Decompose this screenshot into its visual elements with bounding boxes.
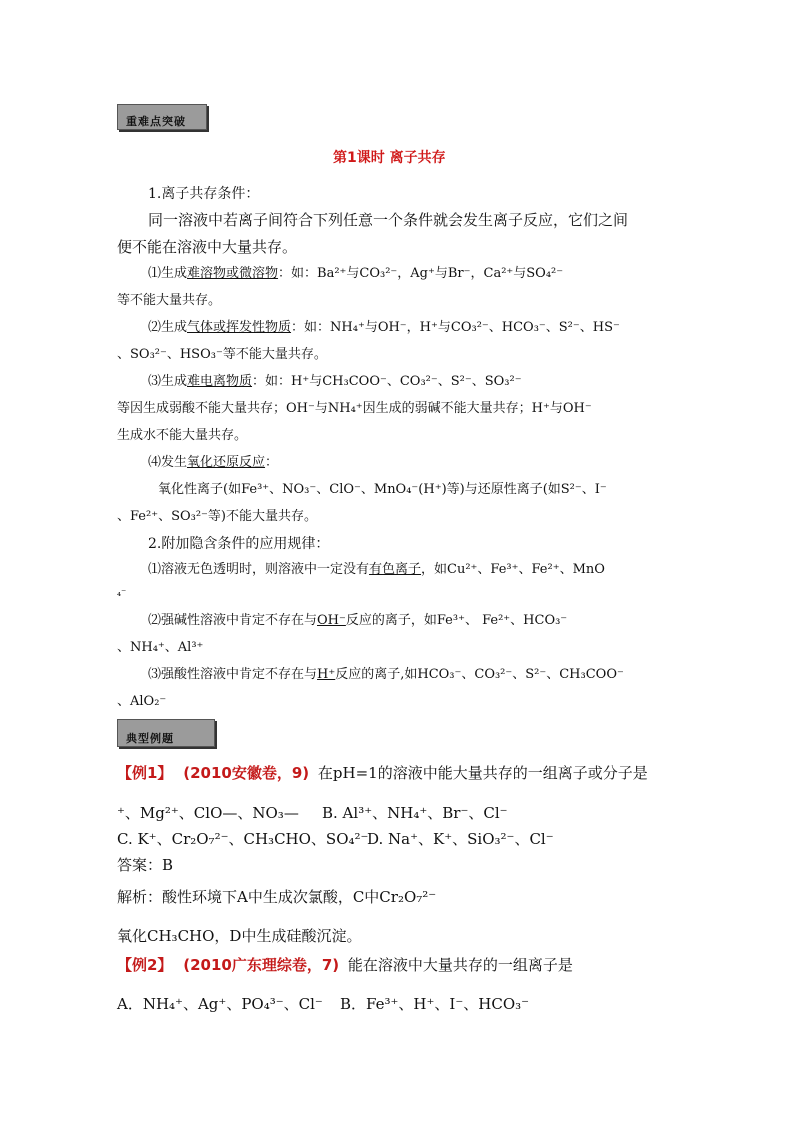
- condition-2-examples: ：如：NH₄⁺与OH⁻，H⁺与CO₃²⁻、HCO₃⁻、S²⁻、HS⁻: [291, 320, 620, 335]
- rule-3: [148, 668, 624, 681]
- condition-3-line2: 等因生成弱酸不能大量共存；OH⁻与NH₄⁺因生成的弱碱不能大量共存；H⁺与OH⁻: [117, 401, 592, 416]
- condition-1-prefix: ⑴生成: [148, 266, 188, 281]
- example-1-text: 在pH=1的溶液中能大量共存的一组离子或分子是: [317, 764, 648, 782]
- condition-4: [148, 456, 278, 469]
- example-2-source: (2010广东理综卷，7): [183, 956, 340, 974]
- condition-2-line2: 、SO₃²⁻、HSO₃⁻等不能大量共存。: [117, 347, 327, 362]
- section-header-examples: [117, 719, 215, 747]
- rule-3-examples: 反应的离子,如HCO₃⁻、CO₃²⁻、S²⁻、CH₃COO⁻: [335, 667, 624, 682]
- condition-4-colon: ：: [265, 455, 279, 470]
- condition-1: [148, 267, 563, 280]
- rule-2-examples: 反应的离子，如Fe³⁺、 Fe²⁺、HCO₃⁻: [345, 613, 568, 628]
- section-header-key-points: [117, 104, 207, 130]
- example-1-source: (2010安徽卷，9): [183, 764, 310, 782]
- example-2-option-a: A．NH₄⁺、Ag⁺、PO₄³⁻、Cl⁻: [117, 995, 323, 1013]
- example-1-analysis-line2: 氧化CH₃CHO，D中生成硅酸沉淀。: [117, 927, 362, 945]
- rule-1: [148, 563, 605, 576]
- condition-4-line2: 氧化性离子(如Fe³⁺、NO₃⁻、ClO⁻、MnO₄⁻(H⁺)等)与还原性离子(如S²⁻、I⁻: [158, 482, 607, 497]
- condition-3-keyword: 难电离物质: [187, 374, 253, 389]
- example-1-label: 【例1】: [117, 764, 173, 782]
- example-2-question: [117, 958, 573, 973]
- condition-3-examples: ：如：H⁺与CH₃COO⁻、CO₃²⁻、S²⁻、SO₃²⁻: [252, 374, 522, 389]
- condition-1-examples: ：如：Ba²⁺与CO₃²⁻，Ag⁺与Br⁻，Ca²⁺与SO₄²⁻: [278, 266, 564, 281]
- rule-2-line2: 、NH₄⁺、Al³⁺: [117, 640, 204, 655]
- example-2-option-b: B．Fe³⁺、H⁺、I⁻、HCO₃⁻: [340, 995, 530, 1013]
- section-header-examples-label: 典型例题: [126, 732, 174, 745]
- condition-3: [148, 375, 522, 388]
- example-1-analysis: 解析：酸性环境下A中生成次氯酸，C中Cr₂O₇²⁻: [117, 888, 437, 906]
- rules-heading: 2.附加隐含条件的应用规律：: [148, 536, 330, 552]
- condition-3-line3: 生成水不能大量共存。: [117, 428, 248, 443]
- rule-1-prefix: ⑴溶液无色透明时，则溶液中一定没有: [148, 562, 370, 577]
- example-1-option-b: B. Al³⁺、NH₄⁺、Br⁻、Cl⁻: [322, 804, 508, 822]
- page-title: 第1课时 离子共存: [333, 150, 446, 166]
- condition-4-line3: 、Fe²⁺、SO₃²⁻等)不能大量共存。: [117, 509, 317, 524]
- condition-2-prefix: ⑵生成: [148, 320, 188, 335]
- condition-1-keyword: 难溶物或微溶物: [187, 266, 279, 281]
- condition-4-keyword: 氧化还原反应: [187, 455, 266, 470]
- rule-3-keyword: H⁺: [317, 667, 336, 682]
- example-1-answer: 答案：B: [117, 856, 174, 874]
- example-2-label: 【例2】: [117, 956, 173, 974]
- example-1-option-a: ⁺、Mg²⁺、ClO—、NO₃—: [117, 804, 299, 822]
- condition-2: [148, 321, 620, 334]
- rule-3-prefix: ⑶强酸性溶液中肯定不存在与: [148, 667, 318, 682]
- rule-1-examples: ，如Cu²⁺、Fe³⁺、Fe²⁺、MnO: [421, 562, 605, 577]
- rule-1-keyword: 有色离子: [369, 562, 422, 577]
- condition-4-prefix: ⑷发生: [148, 455, 188, 470]
- condition-intro-line1: 同一溶液中若离子间符合下列任意一个条件就会发生离子反应，它们之间: [148, 211, 629, 229]
- example-1-question: [117, 766, 648, 781]
- condition-2-keyword: 气体或挥发性物质: [187, 320, 292, 335]
- rule-1-line2: ₄⁻: [117, 588, 127, 599]
- condition-heading: 1.离子共存条件：: [148, 186, 260, 202]
- rule-2-prefix: ⑵强碱性溶液中肯定不存在与: [148, 613, 318, 628]
- condition-1-line2: 等不能大量共存。: [117, 293, 222, 308]
- condition-intro-line2: 便不能在溶液中大量共存。: [117, 238, 298, 256]
- example-1-option-c: C. K⁺、Cr₂O₇²⁻、CH₃CHO、SO₄²⁻: [117, 830, 369, 848]
- rule-2-keyword: OH⁻: [317, 613, 346, 628]
- rule-3-line2: 、AlO₂⁻: [117, 694, 167, 709]
- condition-3-prefix: ⑶生成: [148, 374, 188, 389]
- section-header-label: 重难点突破: [126, 115, 186, 128]
- example-1-option-d: D. Na⁺、K⁺、SiO₃²⁻、Cl⁻: [367, 830, 554, 848]
- example-2-text: 能在溶液中大量共存的一组离子是: [347, 956, 573, 974]
- rule-2: [148, 614, 567, 627]
